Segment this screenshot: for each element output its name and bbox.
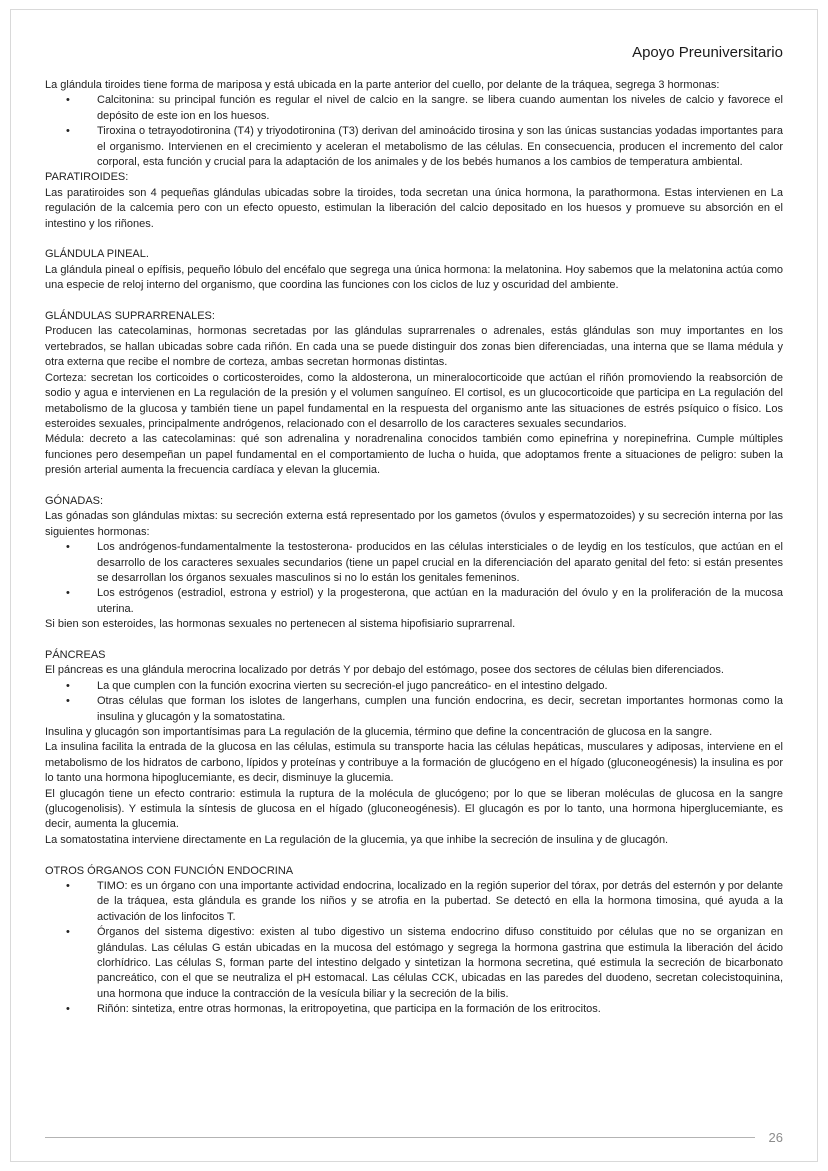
- list-item: • Órganos del sistema digestivo: existen al tubo digestivo un sistema endocrino difuso constituido por células que no se organizan en glándulas. Las células G están ubicadas en la mucosa del estómago y segrega la hormona gastrina que estimula la liberación del ácido clorhídrico. Las células S, forman parte del intestino delgado y sintetizan la hormona secretina, qué estimula la secreción de bicarbonato pancreático, con el que se neutraliza el pH estomacal. Las células CCK, ubicadas en las paredes del duodeno, secretan colecistoquinina, una hormona que induce la contracción de la vesícula biliar y la secreción de la bilis.: [45, 925, 783, 1002]
- paragraph: Médula: decreto a las catecolaminas: qué son adrenalina y noradrenalina conocidos también como epinefrina y norepinefrina. Cumple múltiples funciones pero desempeñan un papel fundamental en el comportamiento de lucha o huida, que adoptamos frente a situaciones de peligro: suben la presión arterial aumenta la frecuencia cardíaca y elevan la glucemia.: [45, 433, 783, 477]
- list-item: • Otras células que forman los islotes de langerhans, cumplen una función endocrina, es decir, secretan importantes hormonas como la insulina y glucagón y la somatostatina.: [45, 694, 783, 725]
- paragraph: Si bien son esteroides, las hormonas sexuales no pertenecen al sistema hipofisiario suprarrenal.: [45, 618, 516, 631]
- paragraph: La insulina facilita la entrada de la glucosa en las células, estimula su transporte hacia las células hepáticas, musculares y adiposas, interviene en el metabolismo de los hidratos de carbono, lípidos y proteínas y contribuye a la formación de glucógeno en el hígado (gluconeogénesis) la insulina es por lo tanto una hormona hipoglucemiante, es decir, disminuye la glucemia.: [45, 741, 783, 785]
- section-heading: GLÁNDULA PINEAL.: [45, 248, 149, 261]
- paragraph: Las paratiroides son 4 pequeñas glándulas ubicadas sobre la tiroides, toda secretan una única hormona, la parathormona. Estas intervienen en La regulación de la calcemia pero con un efecto opuesto, estimulan la liberación del calcio depositado en los huesos y promueve su absorción en el intestino y los riñones.: [45, 186, 783, 230]
- paragraph: Insulina y glucagón son importantísimas para La regulación de la glucemia, término que define la concentración de glucosa en la sangre.: [45, 726, 713, 738]
- section-suprarrenales: [45, 309, 783, 478]
- bullet-list: [45, 540, 783, 617]
- list-item: • Tiroxina o tetrayodotironina (T4) y triyodotironina (T3) derivan del aminoácido tirosina y son las únicas sustancias yodadas importantes para el organismo. Intervienen en el crecimiento y aceleran el metabolismo de las células. En consecuencia, producen el incremento del calor corporal, esta función y crucial para la adaptación de los animales y de los bebés humanos a los cambios de temperatura ambiental.: [45, 124, 783, 170]
- section-gonadas: [45, 494, 783, 633]
- section-pineal: [45, 247, 783, 293]
- list-item: • La que cumplen con la función exocrina vierten su secreción-el jugo pancreático- en el intestino delgado.: [45, 679, 783, 694]
- list-item: • Riñón: sintetiza, entre otras hormonas, la eritropoyetina, que participa en la formación de los eritrocitos.: [45, 1002, 783, 1017]
- list-item: • Los estrógenos (estradiol, estrona y estriol) y la progesterona, que actúan en la maduración del óvulo y en la proliferación de la mucosa uterina.: [45, 586, 783, 617]
- paragraph: Las gónadas son glándulas mixtas: su secreción externa está representado por los gametos (óvulos y espermatozoides) y su secreción interna por las siguientes hormonas:: [45, 510, 783, 538]
- paragraph: La somatostatina interviene directamente en La regulación de la glucemia, ya que inhibe la secreción de insulina y de glucagón.: [45, 833, 669, 846]
- document-header: [45, 44, 783, 61]
- paragraph: La glándula tiroides tiene forma de mariposa y está ubicada en la parte anterior del cuello, por delante de la tráquea, segrega 3 hormonas:: [45, 79, 720, 91]
- section-heading: PARATIROIDES:: [45, 171, 129, 184]
- page-number: 26: [768, 1130, 783, 1145]
- paragraph: Corteza: secretan los corticoides o corticosteroides, como la aldosterona, un mineralocorticoide que actúan el riñón promoviendo la reabsorción de sodio y agua e intervienen en La regulación de la presión y el volumen sanguíneo. El cortisol, es un glucocorticoide que participa en La regulación del metabolismo de la glucosa y también tiene un papel fundamental en la respuesta del organismo ante las situaciones de estrés psíquico o físico. Los esteroides sexuales, principalmente andrógenos, relacionado con el desarrollo de los caracteres sexuales secundarios.: [45, 371, 783, 430]
- list-item: • TIMO: es un órgano con una importante actividad endocrina, localizado en la región superior del tórax, por detrás del esternón y por delante de la tráquea, esta glándula es grande los niños y se atrofia en la pubertad. Se detectó en ella la hormona timosina, qué ayuda a la activación de los linfocitos T.: [45, 879, 783, 925]
- paragraph: Producen las catecolaminas, hormonas secretadas por las glándulas suprarrenales o adrenales, estás glándulas son muy importantes en los vertebrados, se hallan ubicadas sobre cada riñón. En cada una se puede distinguir dos zonas bien diferenciadas, una interna que se llama médula y otra externa que recibe el nombre de corteza, ambas secretan hormonas distintas.: [45, 325, 783, 369]
- paragraph: El páncreas es una glándula merocrina localizado por detrás Y por debajo del estómago, posee dos sectores de células bien diferenciados.: [45, 664, 724, 677]
- document-footer: [45, 1130, 783, 1145]
- list-item: • Calcitonina: su principal función es regular el nivel de calcio en la sangre. se libera cuando aumentan los niveles de calcio y favorece el depósito de este ion en los huesos.: [45, 93, 783, 124]
- section-tiroides: [45, 78, 783, 170]
- section-heading: PÁNCREAS: [45, 648, 106, 661]
- paragraph: La glándula pineal o epífisis, pequeño lóbulo del encéfalo que segrega una única hormona: la melatonina. Hoy sabemos que la melatonina actúa como una especie de reloj interno del organismo, que coordina las funciones con los ciclos de luz y oscuridad del ambiente.: [45, 263, 783, 292]
- section-paratiroides: [45, 170, 783, 232]
- footer-divider: [45, 1137, 755, 1138]
- bullet-list: [45, 679, 783, 725]
- section-heading: GÓNADAS:: [45, 494, 104, 507]
- section-heading: GLÁNDULAS SUPRARRENALES:: [45, 310, 215, 323]
- paragraph: El glucagón tiene un efecto contrario: estimula la ruptura de la molécula de glucógeno; por lo que se liberan moléculas de glucosa en la sangre (glucogenolisis). Y estimula la síntesis de glucosa en el hígado (gluconeogénesis). El glucagón es por lo tanto, una hormona hiperglucemiante, es decir, aumenta la glucemia.: [45, 787, 783, 831]
- list-item: • Los andrógenos-fundamentalmente la testosterona- producidos en las células intersticiales o de leydig en los testículos, que actúan en el desarrollo de los caracteres sexuales secundarios (tiene un papel crucial en la diferenciación del aparato genital del feto: si están presentes se desarrollan los órganos sexuales masculinos si no lo están los genitales femeninos.: [45, 540, 783, 586]
- section-heading: OTROS ÓRGANOS CON FUNCIÓN ENDOCRINA: [45, 864, 294, 877]
- bullet-list: [45, 93, 783, 170]
- section-otros-organos: [45, 864, 783, 1018]
- section-pancreas: [45, 648, 783, 848]
- document-body: [45, 78, 783, 1018]
- header-title: Apoyo Preuniversitario: [632, 44, 783, 61]
- bullet-list: [45, 879, 783, 1018]
